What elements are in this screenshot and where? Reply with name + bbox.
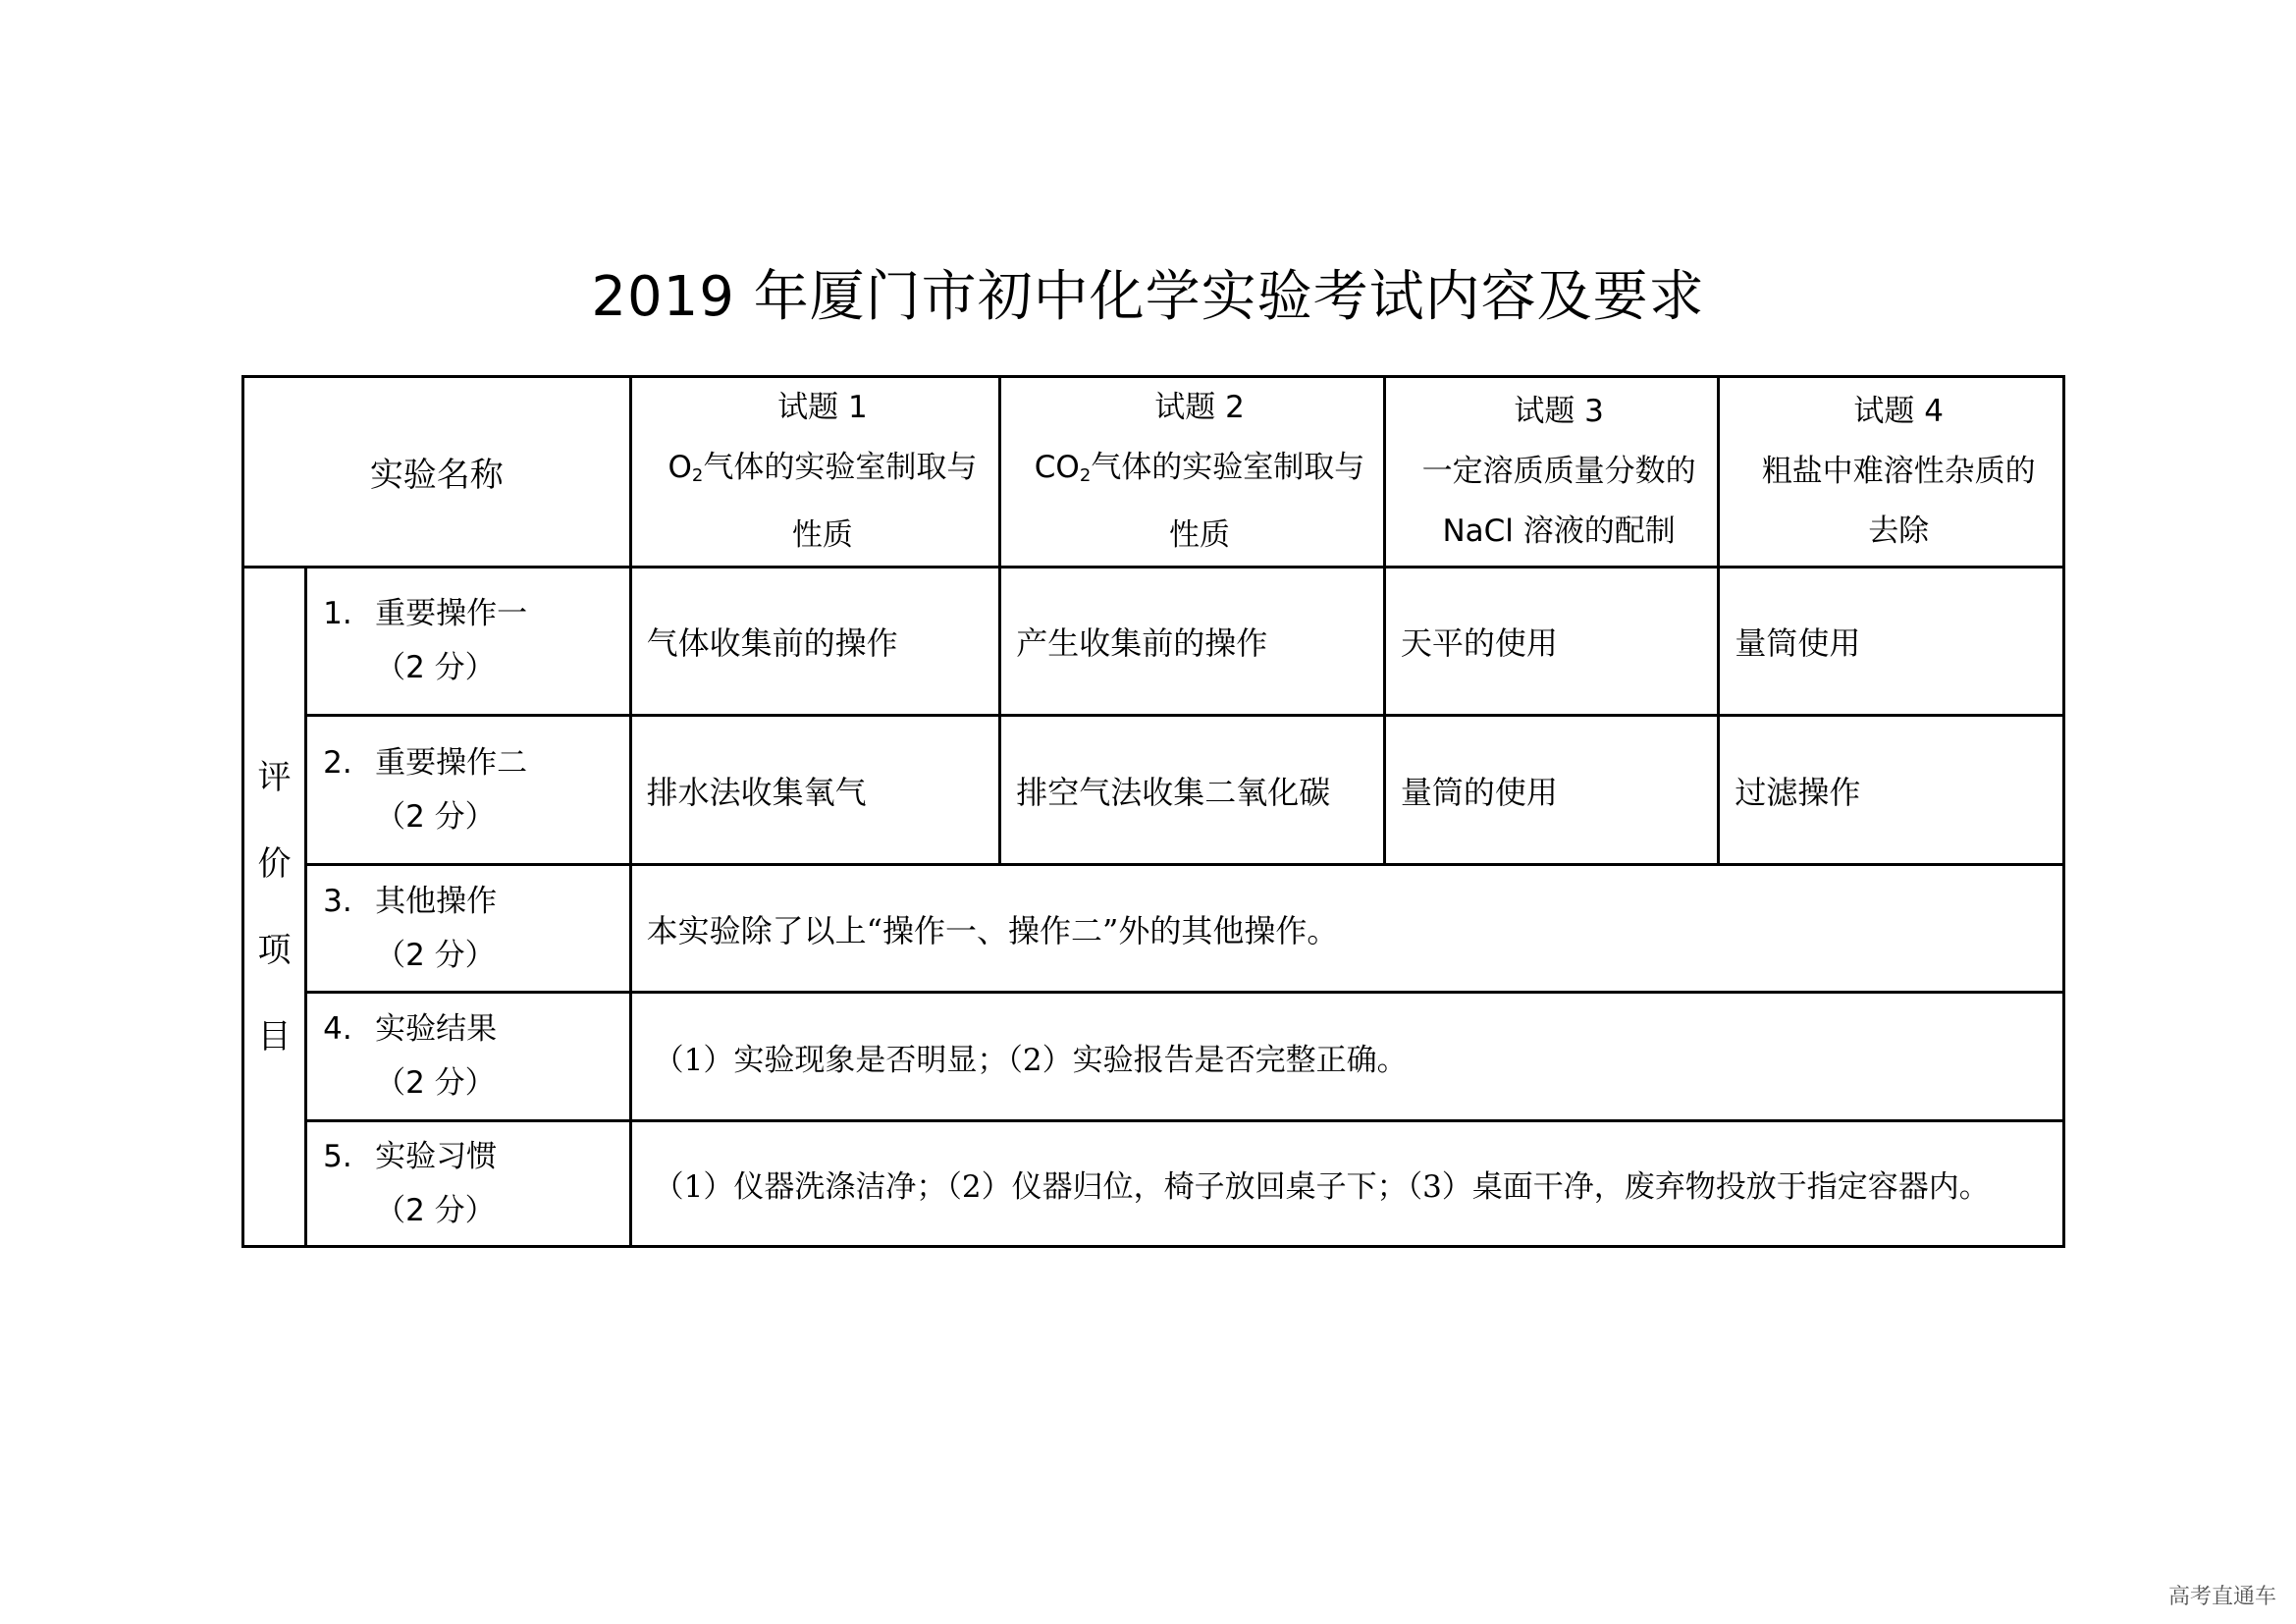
item-2-trial-4: 过滤操作 — [1719, 716, 2064, 865]
trial-1-title-line1: O2气体的实验室制取与 — [667, 450, 978, 486]
trial-2-title-line2: 性质 — [1169, 517, 1231, 553]
trial-4-label: 试题 4 — [1853, 394, 1944, 429]
item-1-trial-4: 量筒使用 — [1719, 568, 2064, 716]
table-row — [243, 865, 2064, 993]
trial-3-title-line1: 一定溶质质量分数的 — [1421, 454, 1696, 489]
trial-3-label: 试题 3 — [1514, 394, 1604, 429]
trial-1-label: 试题 1 — [777, 390, 868, 425]
trial-4-title-line1: 粗盐中难溶性杂质的 — [1761, 454, 2036, 489]
item-1-trial-3: 天平的使用 — [1384, 568, 1719, 716]
trial-4-header — [1719, 377, 2064, 568]
category-char: 评 — [257, 757, 292, 797]
header-row — [243, 377, 2064, 568]
trial-2-header — [1000, 377, 1385, 568]
item-4-description: （1）实验现象是否明显；（2）实验报告是否完整正确。 — [630, 993, 2063, 1121]
trial-1-title-line2: 性质 — [791, 517, 853, 553]
table-row — [243, 568, 2064, 716]
category-char: 目 — [257, 1016, 292, 1056]
item-2-trial-3: 量筒的使用 — [1384, 716, 1719, 865]
category-char: 价 — [257, 843, 292, 884]
evaluation-items-category — [243, 568, 306, 1247]
experiment-name-header: 实验名称 — [243, 377, 631, 568]
item-1-trial-2: 产生收集前的操作 — [1000, 568, 1385, 716]
item-3-description: 本实验除了以上“操作一、操作二”外的其他操作。 — [630, 865, 2063, 993]
category-char: 项 — [257, 930, 292, 970]
item-label-2: 2. 重要操作二 （2 分） — [306, 716, 631, 865]
table-row — [243, 1121, 2064, 1247]
item-label-1: 1. 重要操作一 （2 分） — [306, 568, 631, 716]
item-label-3: 3. 其他操作 （2 分） — [306, 865, 631, 993]
item-label-5: 5. 实验习惯 （2 分） — [306, 1121, 631, 1247]
trial-1-header — [630, 377, 1000, 568]
trial-3-header — [1384, 377, 1719, 568]
trial-4-title-line2: 去除 — [1868, 514, 1930, 549]
trial-2-title-line1: CO2气体的实验室制取与 — [1034, 450, 1365, 486]
page-title: 2019 年厦门市初中化学实验考试内容及要求 — [591, 265, 1705, 329]
watermark: 高考直通车 — [2167, 1585, 2276, 1609]
item-5-description: （1）仪器洗涤洁净；（2）仪器归位，椅子放回桌子下；（3）桌面干净，废弃物投放于指定容器内。 — [630, 1121, 2063, 1247]
trial-2-label: 试题 2 — [1154, 390, 1245, 425]
table-row — [243, 716, 2064, 865]
item-1-trial-1: 气体收集前的操作 — [630, 568, 1000, 716]
item-2-trial-2: 排空气法收集二氧化碳 — [1000, 716, 1385, 865]
item-2-trial-1: 排水法收集氧气 — [630, 716, 1000, 865]
item-label-4: 4. 实验结果 （2 分） — [306, 993, 631, 1121]
table-row — [243, 993, 2064, 1121]
requirements-table — [241, 375, 2065, 1248]
trial-3-title-line2: NaCl 溶液的配制 — [1442, 514, 1676, 549]
